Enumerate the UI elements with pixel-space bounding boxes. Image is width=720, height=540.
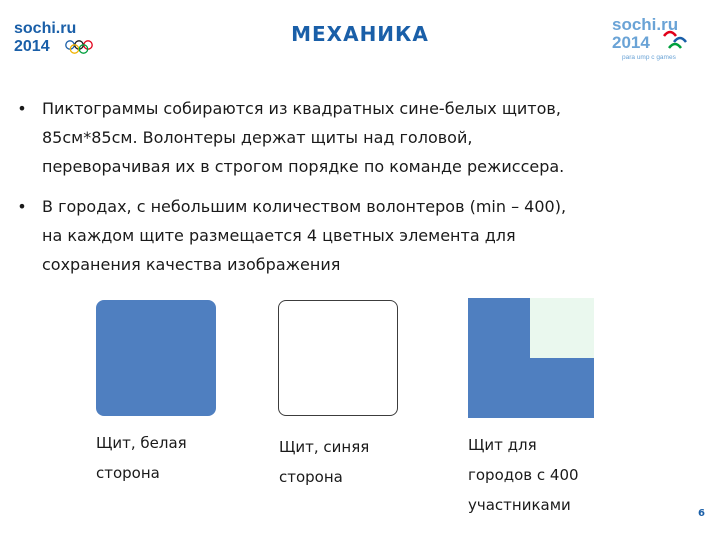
caption-line: Щит, синяя bbox=[279, 438, 370, 456]
paralympic-logo-icon bbox=[612, 14, 706, 62]
shield-caption-3 bbox=[468, 430, 579, 520]
page-number: 6 bbox=[698, 508, 705, 519]
shield-color-element bbox=[530, 298, 594, 358]
caption-line: участниками bbox=[468, 496, 571, 514]
svg-text:2014: 2014 bbox=[612, 33, 650, 52]
bullet-line: сохранения качества изображения bbox=[42, 255, 341, 274]
shield-caption-2 bbox=[279, 432, 369, 492]
slide-title: МЕХАНИКА bbox=[291, 22, 429, 46]
bullet-line: на каждом щите размещается 4 цветных элемента для bbox=[42, 226, 516, 245]
caption-line: сторона bbox=[96, 464, 160, 482]
bullet-marker: • bbox=[17, 197, 27, 216]
shield-white-side bbox=[278, 300, 398, 416]
svg-text:sochi.ru: sochi.ru bbox=[14, 20, 77, 37]
svg-text:sochi.ru: sochi.ru bbox=[612, 15, 679, 34]
caption-line: Щит для bbox=[468, 436, 537, 454]
logo-tagline: para ump c games bbox=[622, 54, 676, 61]
caption-line: Щит, белая bbox=[96, 434, 187, 452]
shield-blue-side bbox=[96, 300, 216, 416]
shield-caption-1 bbox=[96, 428, 187, 488]
shield-city-version bbox=[468, 298, 594, 418]
bullet-line: В городах, с небольшим количеством волонтеров (min – 400), bbox=[42, 197, 567, 216]
bullet-line: Пиктограммы собираются из квадратных сине-белых щитов, bbox=[42, 99, 561, 118]
bullet-marker: • bbox=[17, 99, 27, 118]
sochi-2014-logo-right bbox=[612, 14, 706, 62]
svg-text:2014: 2014 bbox=[14, 38, 50, 55]
bullet-line: 85см*85см. Волонтеры держат щиты над головой, bbox=[42, 128, 473, 147]
bullet-line: переворачивая их в строгом порядке по команде режиссера. bbox=[42, 157, 565, 176]
caption-line: городов с 400 bbox=[468, 466, 579, 484]
caption-line: сторона bbox=[279, 468, 343, 486]
